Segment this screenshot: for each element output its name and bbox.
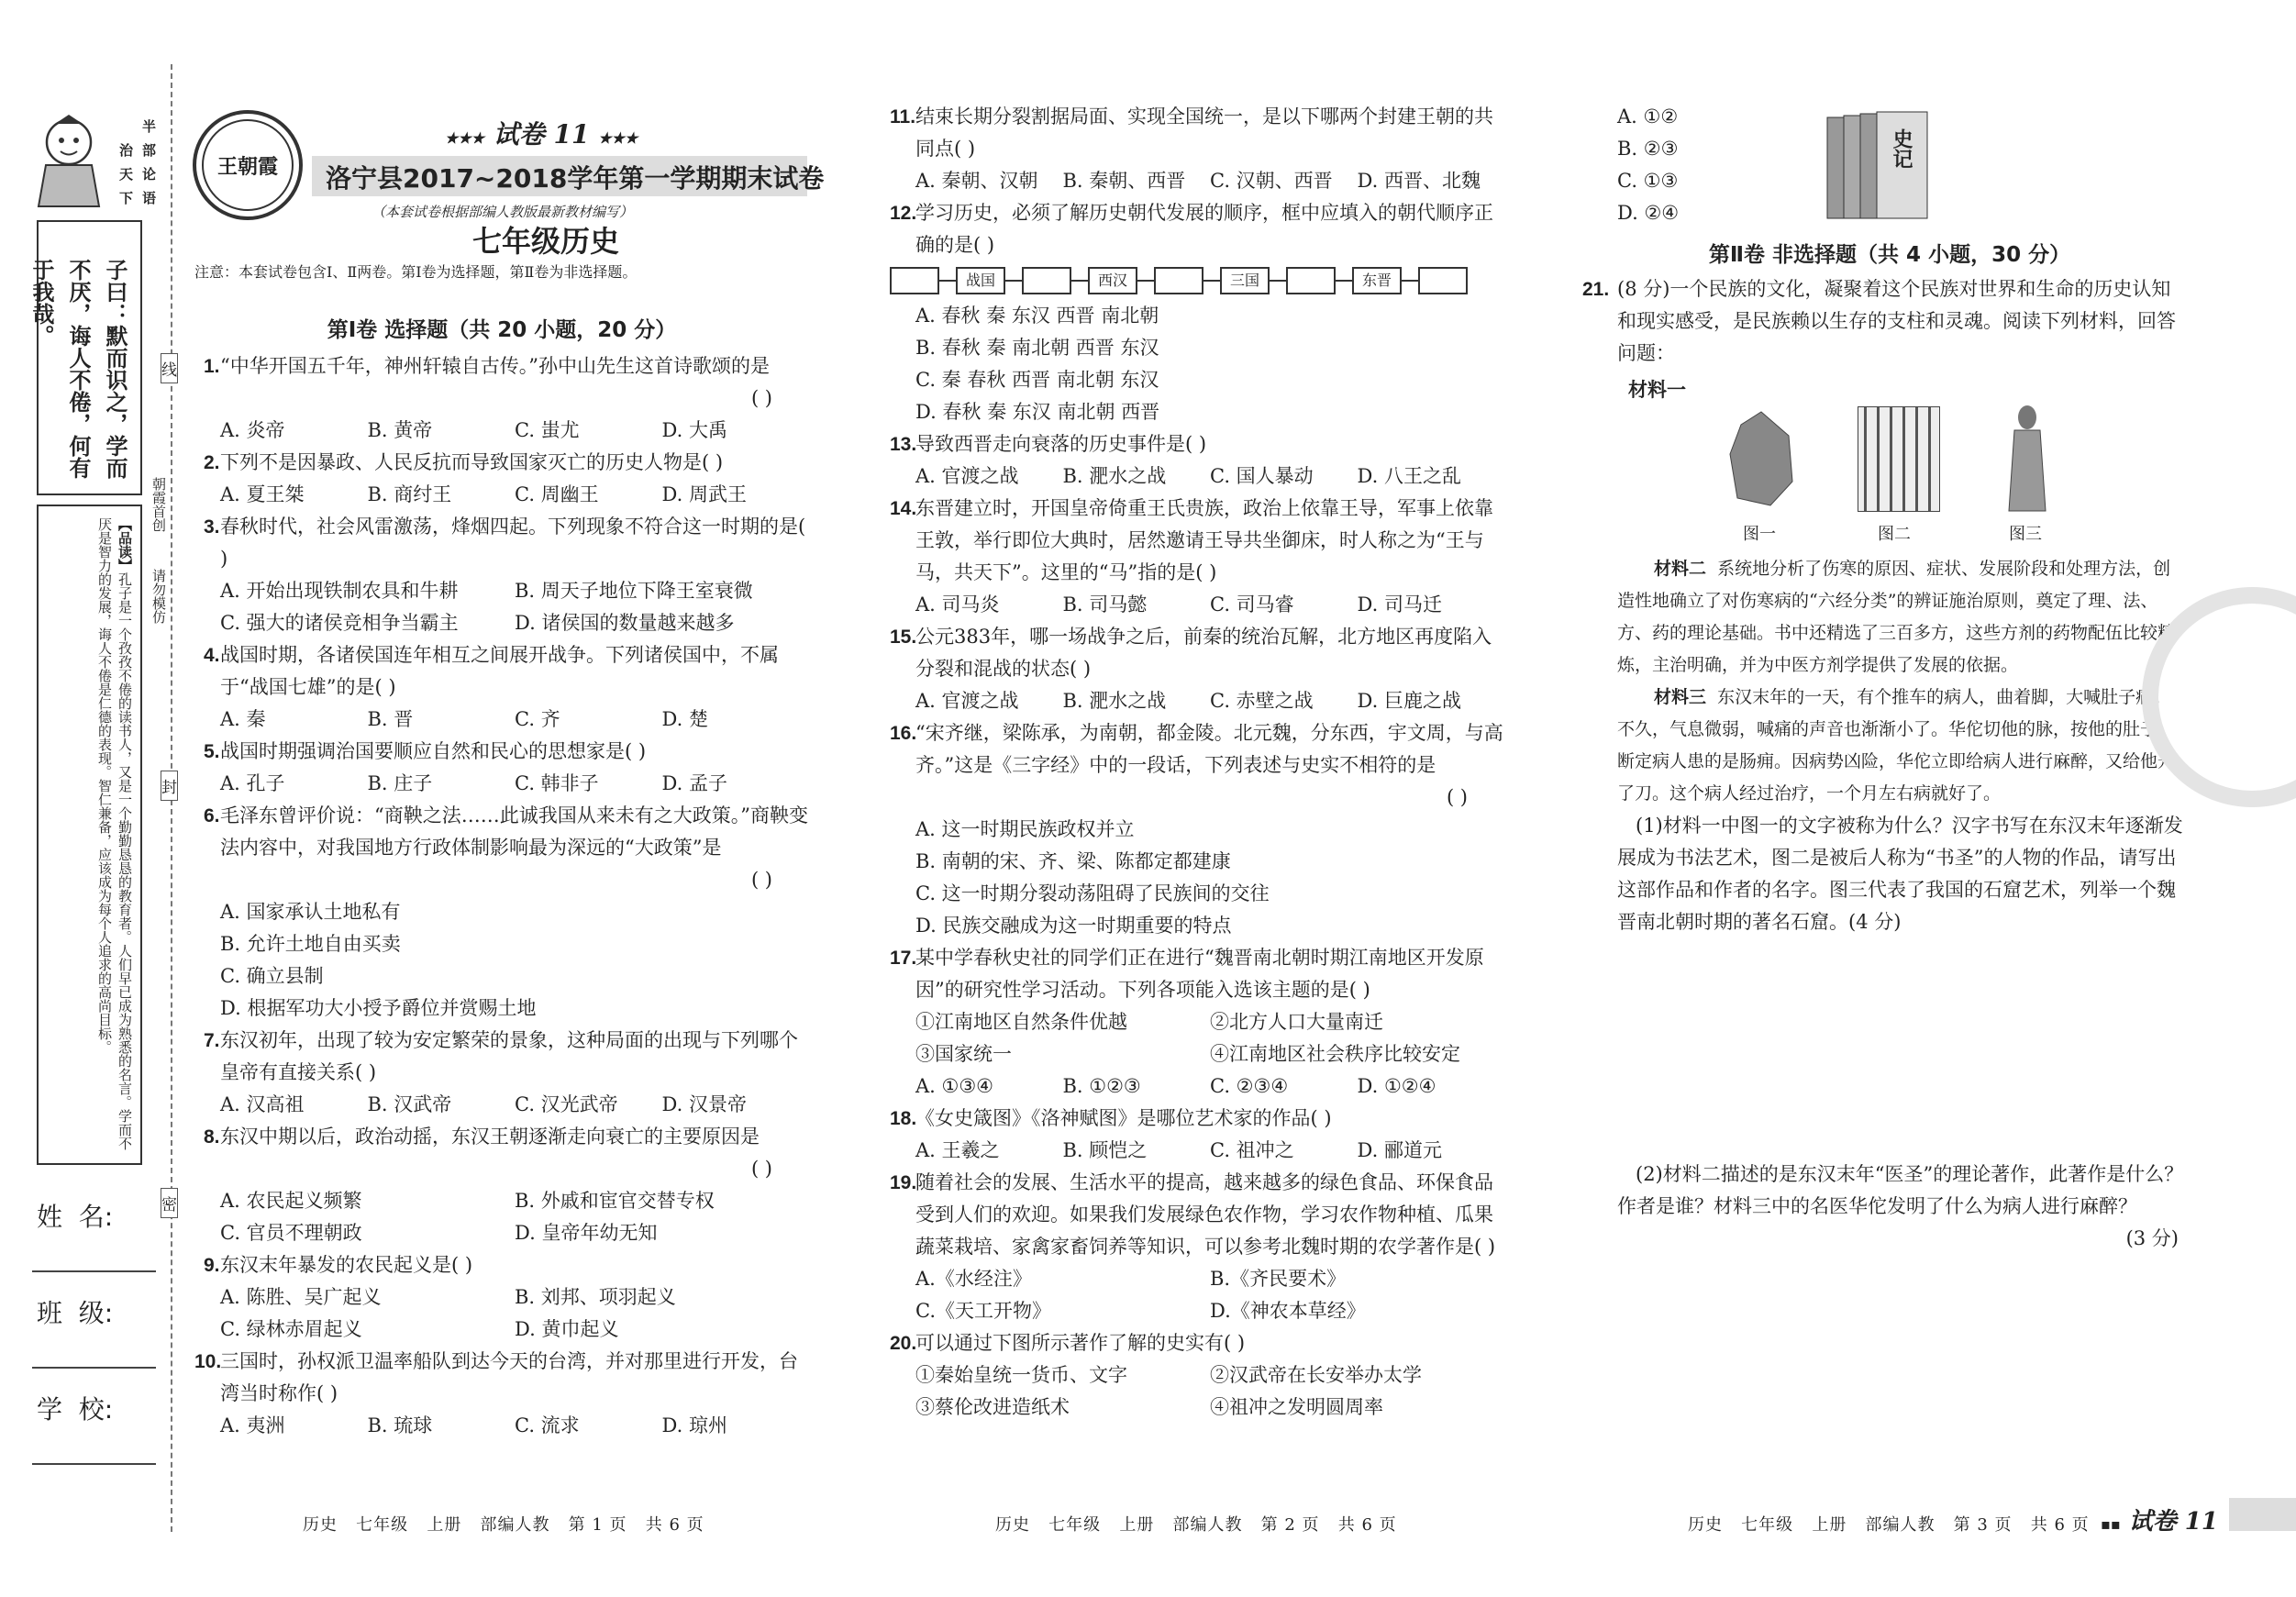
- statement-list: [915, 1006, 1504, 1070]
- footer-page-3: 历史 七年级 上册 部编人教 第 3 页 共 6 页: [1688, 1515, 2090, 1535]
- question-12: [890, 197, 1504, 428]
- figure-statue: [2000, 403, 2055, 513]
- option-list: [915, 814, 1504, 942]
- option-list: [915, 1070, 1504, 1103]
- logo-char: 治: [119, 142, 134, 159]
- option-list: [220, 768, 809, 800]
- option[interactable]: C. 这一时期分裂动荡阻碍了民族间的交往: [915, 882, 1270, 904]
- school-label: 学 校:: [37, 1394, 114, 1425]
- copyright-mark-2: 请勿模仿: [150, 569, 167, 624]
- option[interactable]: D. 皇帝年幼无知: [515, 1222, 658, 1244]
- option[interactable]: B. 顾恺之: [1062, 1139, 1148, 1161]
- option[interactable]: C. 赤壁之战: [1210, 690, 1314, 712]
- question-stem: 毛泽东曾评价说：“商鞅之法……此诚我国从来未有之大政策。”商鞅变法内容中，对我国地方行政体制影响最为深远的“大政策”是: [220, 804, 808, 859]
- question-20: [890, 1327, 1504, 1424]
- option[interactable]: D. 大禹: [661, 419, 727, 441]
- pindu-text: [94, 517, 135, 1159]
- option[interactable]: C. 祖冲之: [1210, 1139, 1294, 1161]
- question-stem: 春秋时代，社会风雷激荡，烽烟四起。下列现象不符合这一时期的是( ): [220, 516, 806, 570]
- answer-bracket[interactable]: ( ): [750, 869, 772, 891]
- question-stem: 随着社会的发展、生活水平的提高，越来越多的绿色食品、环保食品受到人们的欢迎。如果我们发展绿色农作物，学习农作物种植、瓜果蔬菜栽培、家禽家畜饲养等知识，可以参考北魏时期的农学著作是( ): [915, 1171, 1496, 1258]
- material1-row: [1592, 370, 2188, 553]
- option[interactable]: A.《水经注》: [915, 1268, 1032, 1290]
- question-number: 6.: [204, 805, 220, 826]
- material1-label: 材料一: [1628, 378, 1686, 401]
- option[interactable]: C. 官员不理朝政: [220, 1222, 362, 1244]
- option[interactable]: C. 齐: [515, 708, 560, 730]
- seal-char: 线: [161, 353, 178, 383]
- option[interactable]: C. 强大的诸侯竞相争当霸主: [220, 612, 459, 634]
- question-7: [194, 1025, 809, 1121]
- arrow-line: [1203, 280, 1220, 282]
- question-17: [890, 942, 1504, 1103]
- question-stem: 东汉中期以后，政治动摇，东汉王朝逐渐走向衰亡的主要原因是: [220, 1126, 760, 1148]
- star-icon: ★★★: [445, 129, 485, 147]
- exam-title: 洛宁县2017~2018学年第一学期期末试卷: [326, 163, 825, 194]
- sub-question-2: (2)材料二描述的是东汉末年“医圣”的理论著作，此著作是什么？作者是谁？材料三中的名医华佗发明了什么为病人进行麻醉？: [1617, 1163, 2184, 1217]
- option[interactable]: A. 司马炎: [915, 593, 1000, 616]
- option[interactable]: D. 西晋、北魏: [1357, 170, 1481, 192]
- question-18: [890, 1103, 1504, 1167]
- option[interactable]: B.《齐民要术》: [1210, 1268, 1347, 1290]
- question-16: [890, 717, 1504, 942]
- option[interactable]: B. 淝水之战: [1062, 690, 1167, 712]
- question-stem: 战国时期强调治国要顺应自然和民心的思想家是( ): [220, 740, 647, 762]
- question-stem: 东汉末年暴发的农民起义是( ): [220, 1254, 473, 1276]
- arrow-line: [1270, 280, 1286, 282]
- column-2: [890, 101, 1504, 1424]
- question-5: [194, 736, 809, 800]
- question-8: [194, 1121, 809, 1249]
- dynasty-chain: [890, 267, 1504, 294]
- option[interactable]: C. ①③: [1617, 170, 1679, 192]
- figure-calligraphy: [1858, 406, 1940, 512]
- sidebar-logo-chars: [115, 115, 170, 216]
- question-stem: 结束长期分裂割据局面、实现全国统一，是以下哪两个封建王朝的共同点( ): [915, 105, 1493, 160]
- logo-char: 天: [119, 166, 134, 183]
- question-number: 15.: [890, 627, 917, 648]
- col1-questions: [194, 350, 809, 1442]
- option[interactable]: A. 夷洲: [220, 1414, 285, 1436]
- question-19: [890, 1167, 1504, 1327]
- question-stem: 战国时期，各诸侯国连年相互之间展开战争。下列诸侯国中，不属于“战国七雄”的是( ): [220, 644, 779, 698]
- material3: [1592, 682, 2188, 810]
- school-field[interactable]: [32, 1463, 156, 1465]
- arrow-line: [1336, 280, 1352, 282]
- blank-dynasty-box[interactable]: [1022, 267, 1071, 294]
- question-number: 13.: [890, 434, 917, 455]
- option[interactable]: D. 民族交融成为这一时期重要的特点: [915, 915, 1232, 937]
- option[interactable]: B. 春秋 秦 南北朝 西晋 东汉: [915, 337, 1159, 359]
- question-21: [1582, 273, 2188, 370]
- option[interactable]: D. 巨鹿之战: [1357, 690, 1461, 712]
- option[interactable]: D. ②④: [1617, 202, 1680, 224]
- part1-title: 第Ⅰ卷 选择题（共 20 小题，20 分）: [327, 318, 677, 342]
- option[interactable]: A. 开始出现铁制农具和牛耕: [220, 580, 459, 602]
- question-10: [194, 1346, 809, 1442]
- option[interactable]: A. 汉高祖: [220, 1093, 305, 1115]
- arrow-line: [1071, 280, 1088, 282]
- figure-oracle-bone: [1725, 408, 1798, 509]
- option-list: [915, 460, 1504, 493]
- answer-bracket[interactable]: ( ): [750, 1158, 772, 1180]
- seal-char: 封: [161, 771, 178, 801]
- logo-char: 论: [142, 166, 157, 183]
- class-field[interactable]: [32, 1367, 156, 1369]
- option-list: [915, 685, 1504, 717]
- option[interactable]: A. ①③④: [915, 1075, 993, 1097]
- pindu-body: 孔子是一个孜孜不倦的读书人，又是一个勤勤恳恳的教育者。人们早已成为熟悉的名言。学而不厌是智力的发展，诲人不倦是仁德的表现。智仁兼备，应该成为每个人追求的高尚目标。: [96, 517, 133, 1150]
- option[interactable]: B. 周天子地位下降王室衰微: [515, 580, 753, 602]
- question-number: 20.: [890, 1333, 917, 1354]
- logo-char: 语: [142, 190, 157, 206]
- statement-list: [915, 1359, 1504, 1424]
- dots-icon: ▪▪: [2101, 1515, 2121, 1533]
- option[interactable]: C. 周幽王: [515, 483, 599, 505]
- option[interactable]: A. 官渡之战: [915, 690, 1019, 712]
- option[interactable]: C. 绿林赤眉起义: [220, 1318, 362, 1340]
- option[interactable]: A. 夏王桀: [220, 483, 305, 505]
- footer-tag-text: 试卷 11: [2128, 1508, 2218, 1536]
- question-number: 10.: [194, 1351, 222, 1372]
- brand-logo-text: 王朝霞: [216, 154, 278, 179]
- option[interactable]: D.《神农本草经》: [1210, 1300, 1366, 1322]
- figure-label: 图二: [1878, 525, 1911, 544]
- answer-space-1[interactable]: [1592, 938, 2188, 1159]
- star-icon: ★★★: [598, 129, 638, 147]
- option[interactable]: B. 淝水之战: [1062, 465, 1167, 487]
- option[interactable]: A. 秦朝、汉朝: [915, 170, 1038, 192]
- column-1: [194, 312, 809, 1442]
- option[interactable]: A. 秦: [220, 708, 266, 730]
- question-stem: 可以通过下图所示著作了解的史实有( ): [915, 1332, 1246, 1354]
- book-title: 史记: [1890, 128, 1913, 169]
- material2-label: 材料二: [1654, 559, 1707, 579]
- question-stem: 《女史箴图》《洛神赋图》是哪位艺术家的作品( ): [915, 1107, 1332, 1129]
- blank-dynasty-box[interactable]: [890, 267, 939, 294]
- logo-char: 半: [142, 118, 157, 135]
- option[interactable]: C. 确立县制: [220, 965, 324, 987]
- option-list: [915, 300, 1504, 428]
- option[interactable]: A. 农民起义频繁: [220, 1190, 362, 1212]
- option[interactable]: A. 炎帝: [220, 419, 285, 441]
- exam-note: 注意：本套试卷包含Ⅰ、Ⅱ两卷。第Ⅰ卷为选择题，第Ⅱ卷为非选择题。: [194, 263, 638, 281]
- exam-tag: [445, 115, 638, 151]
- dynasty-box: 西汉: [1088, 267, 1137, 294]
- option[interactable]: A. 春秋 秦 东汉 西晋 南北朝: [915, 305, 1159, 327]
- material3-label: 材料三: [1654, 687, 1707, 707]
- arrow-line: [1137, 280, 1154, 282]
- option[interactable]: D. ①②④: [1357, 1075, 1436, 1097]
- question-number: 12.: [890, 203, 917, 224]
- option[interactable]: B. 外戚和宦官交替专权: [515, 1190, 715, 1212]
- question-stem: 东汉初年，出现了较为安定繁荣的景象，这种局面的出现与下列哪个皇帝有直接关系( ): [220, 1029, 798, 1083]
- question-number: 2.: [204, 452, 220, 473]
- material2: [1592, 553, 2188, 682]
- question-stem: (8 分)一个民族的文化，凝聚着这个民族对世界和生命的历史认知和现实感受，是民族赖以生存的支柱和灵魂。阅读下列材料，回答问题：: [1617, 278, 2176, 364]
- column-3: [1582, 101, 2188, 1255]
- option[interactable]: C. 汉光武帝: [515, 1093, 618, 1115]
- question-number: 21.: [1582, 279, 1610, 300]
- question-number: 8.: [204, 1126, 220, 1148]
- option-list: [915, 1263, 1504, 1327]
- option[interactable]: D. 琼州: [661, 1414, 727, 1436]
- option[interactable]: A. ①②: [1617, 105, 1679, 128]
- blank-dynasty-box[interactable]: [1418, 267, 1468, 294]
- arrow-line: [1005, 280, 1022, 282]
- question-stem: 学习历史，必须了解历史朝代发展的顺序，框中应填入的朝代顺序正确的是( ): [915, 202, 1493, 256]
- question-number: 17.: [890, 948, 917, 969]
- figure-label: 图三: [2009, 525, 2042, 544]
- option-list: [915, 165, 1504, 197]
- option[interactable]: C. 国人暴动: [1210, 465, 1314, 487]
- option[interactable]: B. 晋: [367, 708, 414, 730]
- arrow-line: [1402, 280, 1418, 282]
- option[interactable]: D. 黄巾起义: [515, 1318, 619, 1340]
- option-list: [220, 1089, 809, 1121]
- exam-tag-text: 试卷 11: [493, 119, 590, 150]
- option[interactable]: B. 黄帝: [367, 419, 433, 441]
- option[interactable]: D. 诸侯国的数量越来越多: [515, 612, 735, 634]
- confucius-cartoon-icon: [28, 110, 110, 211]
- name-label: 姓 名:: [37, 1202, 114, 1232]
- option[interactable]: A. 国家承认土地私有: [220, 901, 401, 923]
- question-number: 11.: [890, 106, 916, 128]
- sub-question-2-score: (3 分): [2125, 1227, 2179, 1249]
- blank-dynasty-box[interactable]: [1154, 267, 1203, 294]
- question-3: [194, 511, 809, 639]
- arrow-line: [939, 280, 956, 282]
- material2-text: 系统地分析了伤寒的原因、症状、发展阶段和处理方法，创造性地确立了对伤寒病的“六经分类”的辨证施治原则，奠定了理、法、方、药的理论基础。书中还精选了三百多方，这些方剂的药物配伍比较精炼，主治明确，并为中医方剂学提供了发展的依据。: [1617, 559, 2176, 675]
- question-number: 9.: [204, 1255, 220, 1276]
- question-number: 4.: [204, 645, 220, 666]
- option[interactable]: B. ①②③: [1062, 1075, 1141, 1097]
- question-6: [194, 800, 809, 1025]
- question-number: 3.: [204, 516, 220, 538]
- option[interactable]: C. 流求: [515, 1414, 580, 1436]
- option[interactable]: B. 南朝的宋、齐、梁、陈都定都建康: [915, 850, 1231, 872]
- option[interactable]: C.《天工开物》: [915, 1300, 1051, 1322]
- pindu-label: 【品读】: [116, 517, 133, 572]
- option[interactable]: C. ②③④: [1210, 1075, 1289, 1097]
- figure-label: 图一: [1743, 525, 1776, 544]
- option[interactable]: B. 商纣王: [367, 483, 452, 505]
- seal-char: 密: [161, 1188, 178, 1218]
- option-list: [220, 704, 809, 736]
- option[interactable]: D. 楚: [661, 708, 708, 730]
- answer-bracket[interactable]: ( ): [750, 387, 772, 409]
- option-list: [220, 1410, 809, 1442]
- footer-bar: [2229, 1498, 2296, 1531]
- question-13: [890, 428, 1504, 493]
- brand-logo: [193, 110, 303, 220]
- material3-text: 东汉末年的一天，有个推车的病人，曲着脚，大喊肚子痛。不久，气息微弱，喊痛的声音也渐渐小了。华佗切他的脉，按他的肚子，断定病人患的是肠痈。因病势凶险，华佗立即给病人进行麻醉，又给他开了刀。这个病人经过治疗，一个月左右病就好了。: [1617, 687, 2176, 804]
- option[interactable]: B. 允许土地自由买卖: [220, 933, 401, 955]
- option-list: [220, 1185, 809, 1249]
- statement-item: ③蔡伦改进造纸术: [915, 1396, 1070, 1418]
- logo-char: 下: [119, 190, 134, 206]
- option[interactable]: C. 蚩尤: [515, 419, 580, 441]
- option[interactable]: D. 周武王: [661, 483, 747, 505]
- option[interactable]: B. 刘邦、项羽起义: [515, 1286, 676, 1308]
- exam-subtitle: （本套试卷根据部编人教版最新教材编写）: [372, 204, 634, 220]
- footer-page-1: 历史 七年级 上册 部编人教 第 1 页 共 6 页: [303, 1515, 704, 1535]
- option-list: [220, 575, 809, 639]
- question-stem: 某中学春秋史社的同学们正在进行“魏晋南北朝时期江南地区开发原因”的研究性学习活动。下列各项能入选该主题的是( ): [915, 947, 1484, 1001]
- question-stem: 三国时，孙权派卫温率船队到达今天的台湾，并对那里进行开发，台湾当时称作( ): [220, 1350, 798, 1404]
- footer-page-2: 历史 七年级 上册 部编人教 第 2 页 共 6 页: [995, 1515, 1397, 1535]
- option[interactable]: B. 琉球: [367, 1414, 433, 1436]
- question-stem: 东晋建立时，开国皇帝倚重王氏贵族，政治上依靠王导，军事上依靠王敦，举行即位大典时，居然邀请王导共坐御床，时人称之为“王与马，共天下”。这里的“马”指的是( ): [915, 497, 1493, 583]
- option[interactable]: A. 官渡之战: [915, 465, 1019, 487]
- question-stem: “中华开国五千年，神州轩辕自古传。”孙中山先生这首诗歌颂的是: [220, 355, 770, 377]
- question-4: [194, 639, 809, 736]
- option-list: [220, 896, 809, 1025]
- question-stem: 下列不是因暴政、人民反抗而导致国家灭亡的历史人物是( ): [220, 451, 724, 473]
- question-number: 16.: [890, 723, 917, 744]
- question-number: 14.: [890, 498, 917, 519]
- option[interactable]: C. 秦 春秋 西晋 南北朝 东汉: [915, 369, 1159, 391]
- option[interactable]: D. 郦道元: [1357, 1139, 1442, 1161]
- dynasty-box: 三国: [1220, 267, 1270, 294]
- quote-text: 子曰：默而识之，学而不厌，诲人不倦，何有于我哉。: [28, 259, 128, 479]
- statement-item: ①江南地区自然条件优越: [915, 1011, 1127, 1033]
- pindu-box: [37, 505, 142, 1165]
- blank-dynasty-box[interactable]: [1286, 267, 1336, 294]
- option[interactable]: C. 司马睿: [1210, 593, 1294, 616]
- dynasty-box: 东晋: [1352, 267, 1402, 294]
- quote-box: [28, 220, 142, 495]
- option[interactable]: D. 根据军功大小授予爵位并赏赐土地: [220, 997, 537, 1019]
- copyright-mark-1: 朝霞首创: [150, 477, 167, 532]
- question-number: 7.: [204, 1030, 220, 1051]
- footer-tag: [2101, 1503, 2218, 1536]
- question-number: 5.: [204, 741, 220, 762]
- statement-item: ②汉武帝在长安举办太学: [1210, 1364, 1422, 1386]
- part2-title: 第Ⅱ卷 非选择题（共 4 小题，30 分）: [1708, 243, 2071, 267]
- question-number: 18.: [890, 1108, 917, 1129]
- question-11: [890, 101, 1504, 197]
- col2-questions: [890, 101, 1504, 1424]
- answer-bracket[interactable]: ( ): [1446, 786, 1468, 808]
- shiji-books-image: [1825, 108, 1931, 223]
- option[interactable]: B. 秦朝、西晋: [1062, 170, 1186, 192]
- question-14: [890, 493, 1504, 621]
- question-9: [194, 1249, 809, 1346]
- sub-question-1: (1)材料一中图一的文字被称为什么？汉字书写在东汉末年逐渐发展成为书法艺术，图二是被后人称为“书圣”的人物的作品，请写出这部作品和作者的名字。图三代表了我国的石窟艺术，列举一个魏晋南北朝时期的著名石窟。(4 分): [1617, 815, 2183, 933]
- option[interactable]: A. 王羲之: [915, 1139, 1000, 1161]
- dynasty-box: 战国: [956, 267, 1005, 294]
- question-2: [194, 447, 809, 511]
- option[interactable]: B. 汉武帝: [367, 1093, 452, 1115]
- option[interactable]: B. 庄子: [367, 772, 433, 794]
- option-list: [915, 589, 1504, 621]
- option[interactable]: B. 司马懿: [1062, 593, 1148, 616]
- option[interactable]: A. 这一时期民族政权并立: [915, 818, 1135, 840]
- option[interactable]: C. 汉朝、西晋: [1210, 170, 1333, 192]
- option[interactable]: A. 孔子: [220, 772, 285, 794]
- option[interactable]: C. 韩非子: [515, 772, 599, 794]
- name-field[interactable]: [32, 1270, 156, 1272]
- question-number: 1.: [204, 356, 220, 377]
- option[interactable]: D. 司马迁: [1357, 593, 1442, 616]
- option-list: [220, 479, 809, 511]
- logo-char: 部: [142, 142, 157, 159]
- option[interactable]: D. 八王之乱: [1357, 465, 1461, 487]
- question-15: [890, 621, 1504, 717]
- option[interactable]: B. ②③: [1617, 138, 1679, 160]
- statement-item: ④祖冲之发明圆周率: [1210, 1396, 1383, 1418]
- option[interactable]: D. 春秋 秦 东汉 南北朝 西晋: [915, 401, 1160, 423]
- option-list: [220, 415, 809, 447]
- question-stem: 导致西晋走向衰落的历史事件是( ): [915, 433, 1207, 455]
- subject-title: 七年级历史: [472, 224, 620, 259]
- statement-item: ①秦始皇统一货币、文字: [915, 1364, 1127, 1386]
- class-label: 班 级:: [37, 1298, 114, 1328]
- statement-item: ②北方人口大量南迁: [1210, 1011, 1383, 1033]
- question-stem: 公元383年，哪一场战争之后，前秦的统治瓦解，北方地区再度陷入分裂和混战的状态( ): [915, 626, 1492, 680]
- option-list: [915, 1135, 1504, 1167]
- option[interactable]: D. 孟子: [661, 772, 727, 794]
- option[interactable]: A. 陈胜、吴广起义: [220, 1286, 382, 1308]
- statement-item: ④江南地区社会秩序比较安定: [1210, 1043, 1460, 1065]
- question-stem: “宋齐继，梁陈承，为南朝，都金陵。北元魏，分东西，宇文周，与高齐。”这是《三字经》中的一段话，下列表述与史实不相符的是: [915, 722, 1503, 776]
- option[interactable]: D. 汉景帝: [661, 1093, 747, 1115]
- option-list: [220, 1281, 809, 1346]
- question-1: [194, 350, 809, 447]
- question-number: 19.: [890, 1172, 917, 1193]
- statement-item: ③国家统一: [915, 1043, 1012, 1065]
